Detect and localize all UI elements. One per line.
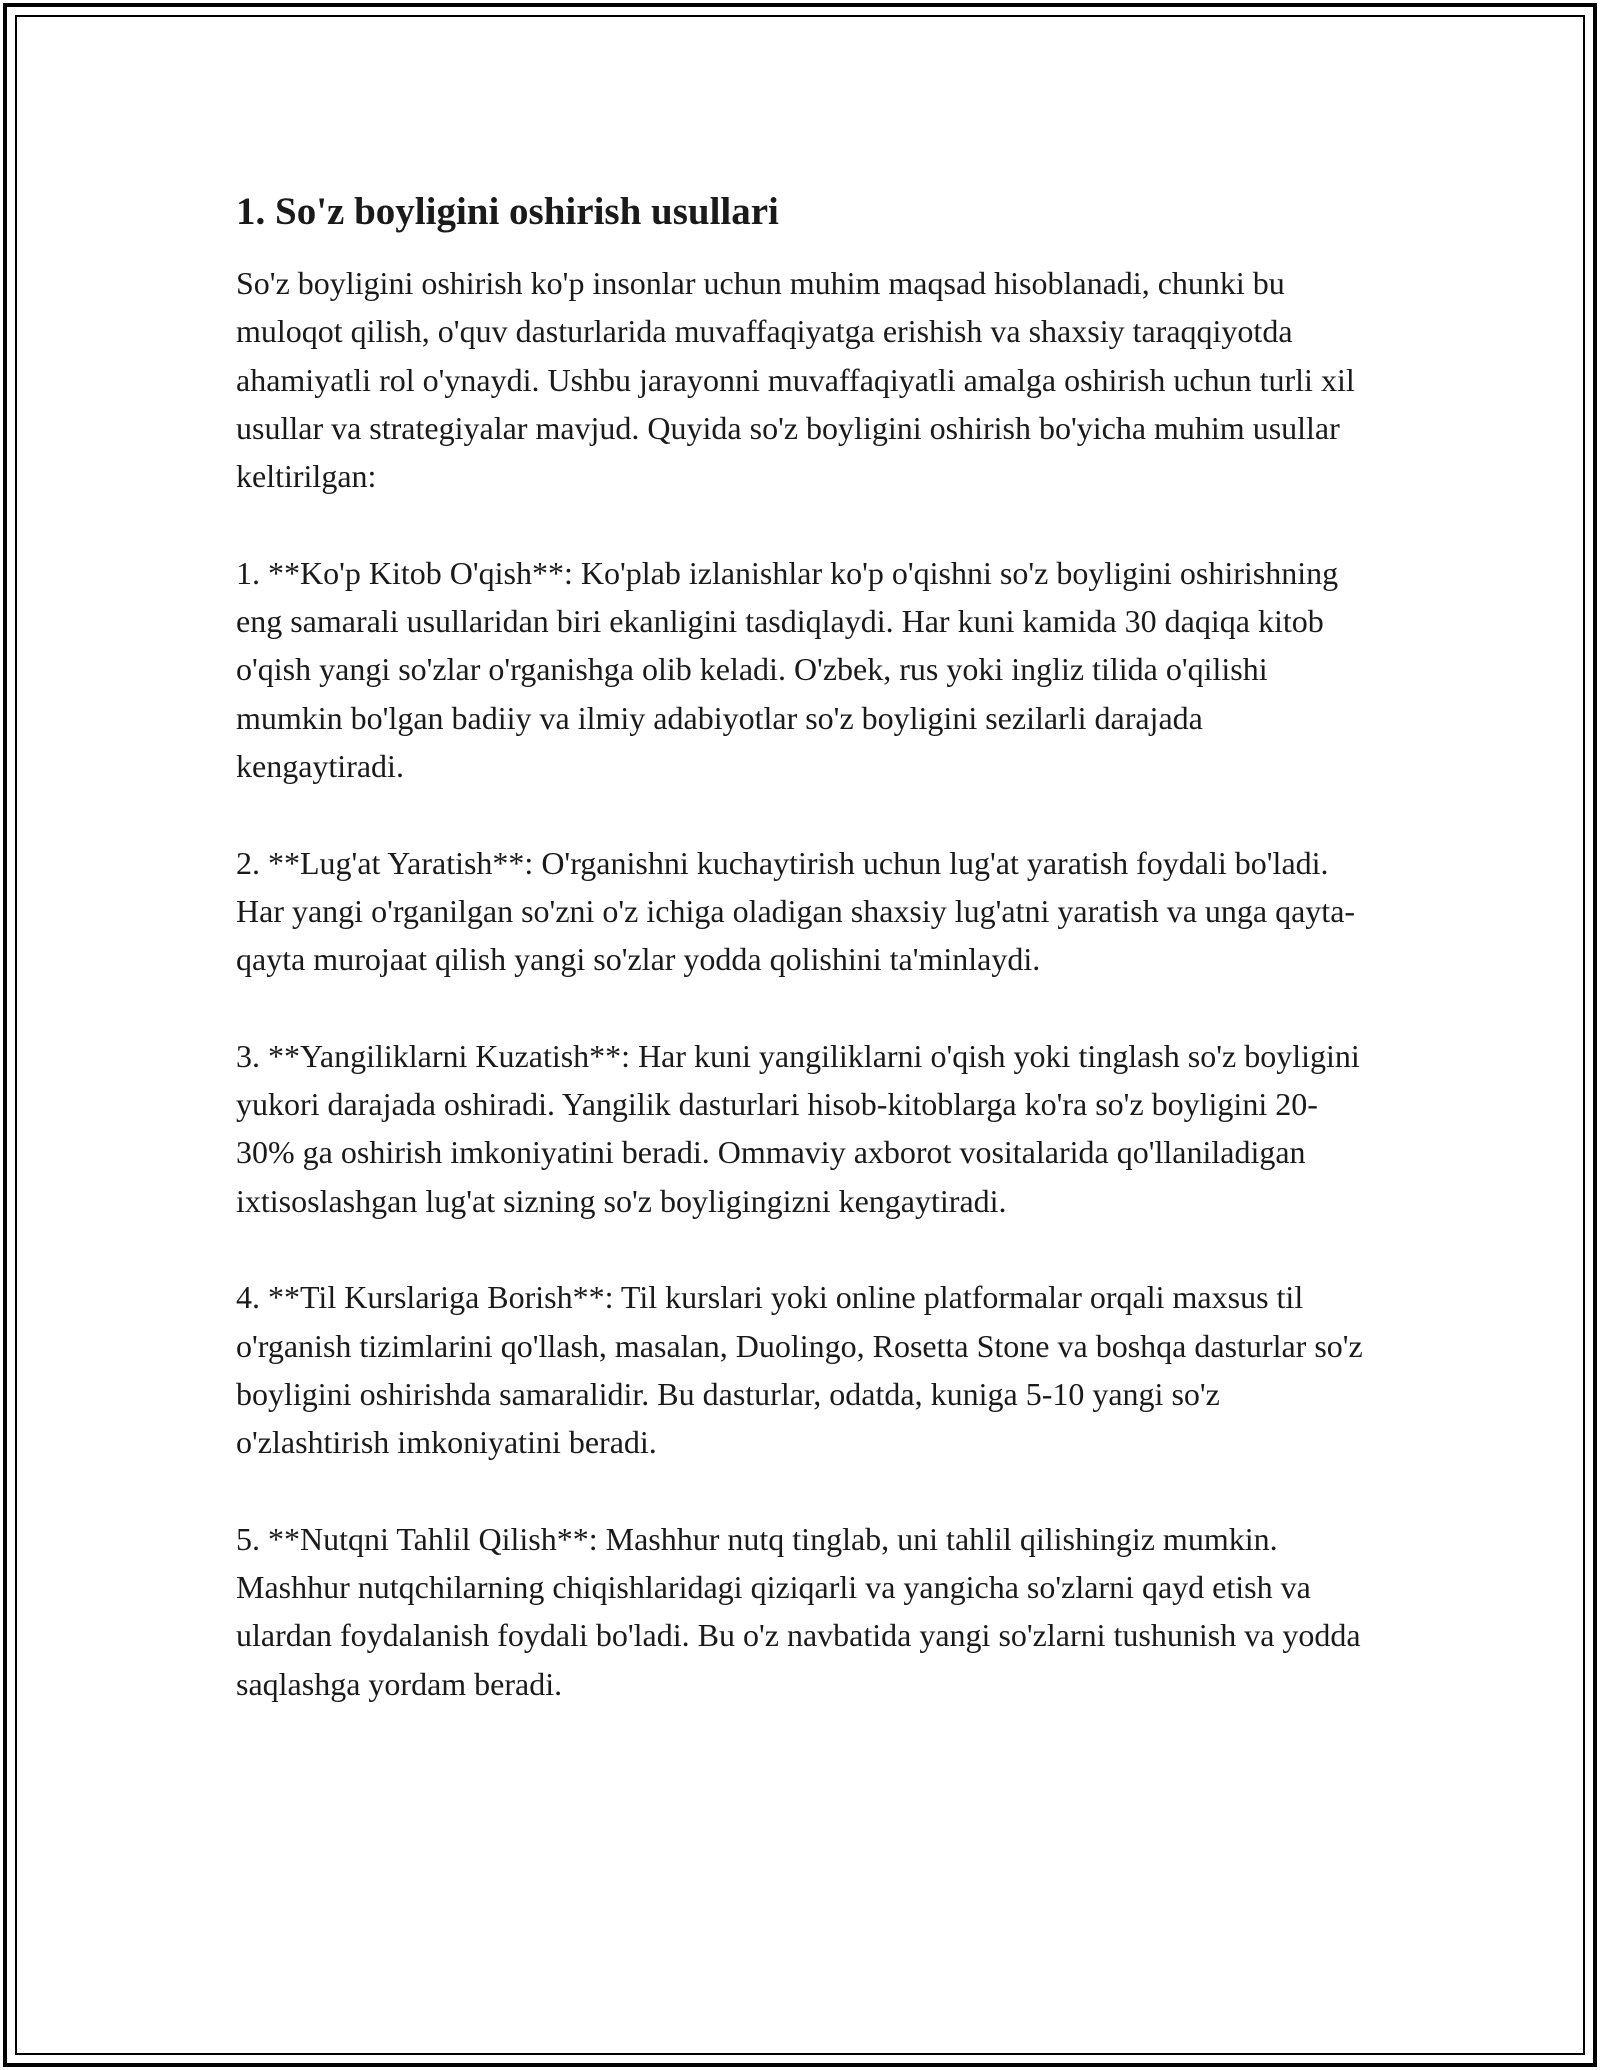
document-body xyxy=(236,186,1366,1708)
list-item-speech: 5. **Nutqni Tahlil Qilish**: Mashhur nutq tinglab, uni tahlil qilishingiz mumkin. Mashhur nutqchilarning chiqishlaridagi qiziqarli va yangicha so'zlarni qayd etish va ulardan foydalanish foydali bo'ladi. Bu o'z navbatida yangi so'zlarni tushunish va yodda saqlashga yordam beradi. xyxy=(236,1520,1361,1702)
list-item-news: 3. **Yangiliklarni Kuzatish**: Har kuni yangiliklarni o'qish yoki tinglash so'z boyligini yukori darajada oshiradi. Yangilik dasturlari hisob-kitoblarga ko'ra so'z boyligini 20-30% ga oshirish imkoniyatini beradi. Ommaviy axborot vositalarida qo'llaniladigan ixtisoslashgan lug'at sizning so'z boyligingizni kengaytiradi. xyxy=(236,1037,1360,1219)
intro-paragraph: So'z boyligini oshirish ko'p insonlar uchun muhim maqsad hisoblanadi, chunki bu muloqot qilish, o'quv dasturlarida muvaffaqiyatga erishish va shaxsiy taraqqiyotda ahamiyatli rol o'ynaydi. Ushbu jarayonni muvaffaqiyatli amalga oshirish uchun turli xil usullar va strategiyalar mavjud. Quyida so'z boyligini oshirish bo'yicha muhim usullar keltirilgan: xyxy=(236,265,1355,495)
list-item-courses: 4. **Til Kurslariga Borish**: Til kurslari yoki online platformalar orqali maxsus til o'rganish tizimlarini qo'llash, masalan, Duolingo, Rosetta Stone va boshqa dasturlar so'z boyligini oshirishda samaralidir. Bu dasturlar, odatda, kuniga 5-10 yangi so'z o'zlashtirish imkoniyatini beradi. xyxy=(236,1279,1363,1461)
list-item-dictionary: 2. **Lug'at Yaratish**: O'rganishni kuchaytirish uchun lug'at yaratish foydali bo'ladi. Har yangi o'rganilgan so'zni o'z ichiga oladigan shaxsiy lug'atni yaratish va unga qayta-qayta murojaat qilish yangi so'zlar yodda qolishini ta'minlaydi. xyxy=(236,844,1356,978)
list-item-reading: 1. **Ko'p Kitob O'qish**: Ko'plab izlanishlar ko'p o'qishni so'z boyligini oshirishning eng samarali usullaridan biri ekanligini tasdiqlaydi. Har kuni kamida 30 daqiqa kitob o'qish yangi so'zlar o'rganishga olib keladi. O'zbek, rus yoki ingliz tilida o'qilishi mumkin bo'lgan badiiy va ilmiy adabiyotlar so'z boyligini sezilarli darajada kengaytiradi. xyxy=(236,554,1339,784)
section-heading: 1. So'z boyligini oshirish usullari xyxy=(236,190,779,233)
